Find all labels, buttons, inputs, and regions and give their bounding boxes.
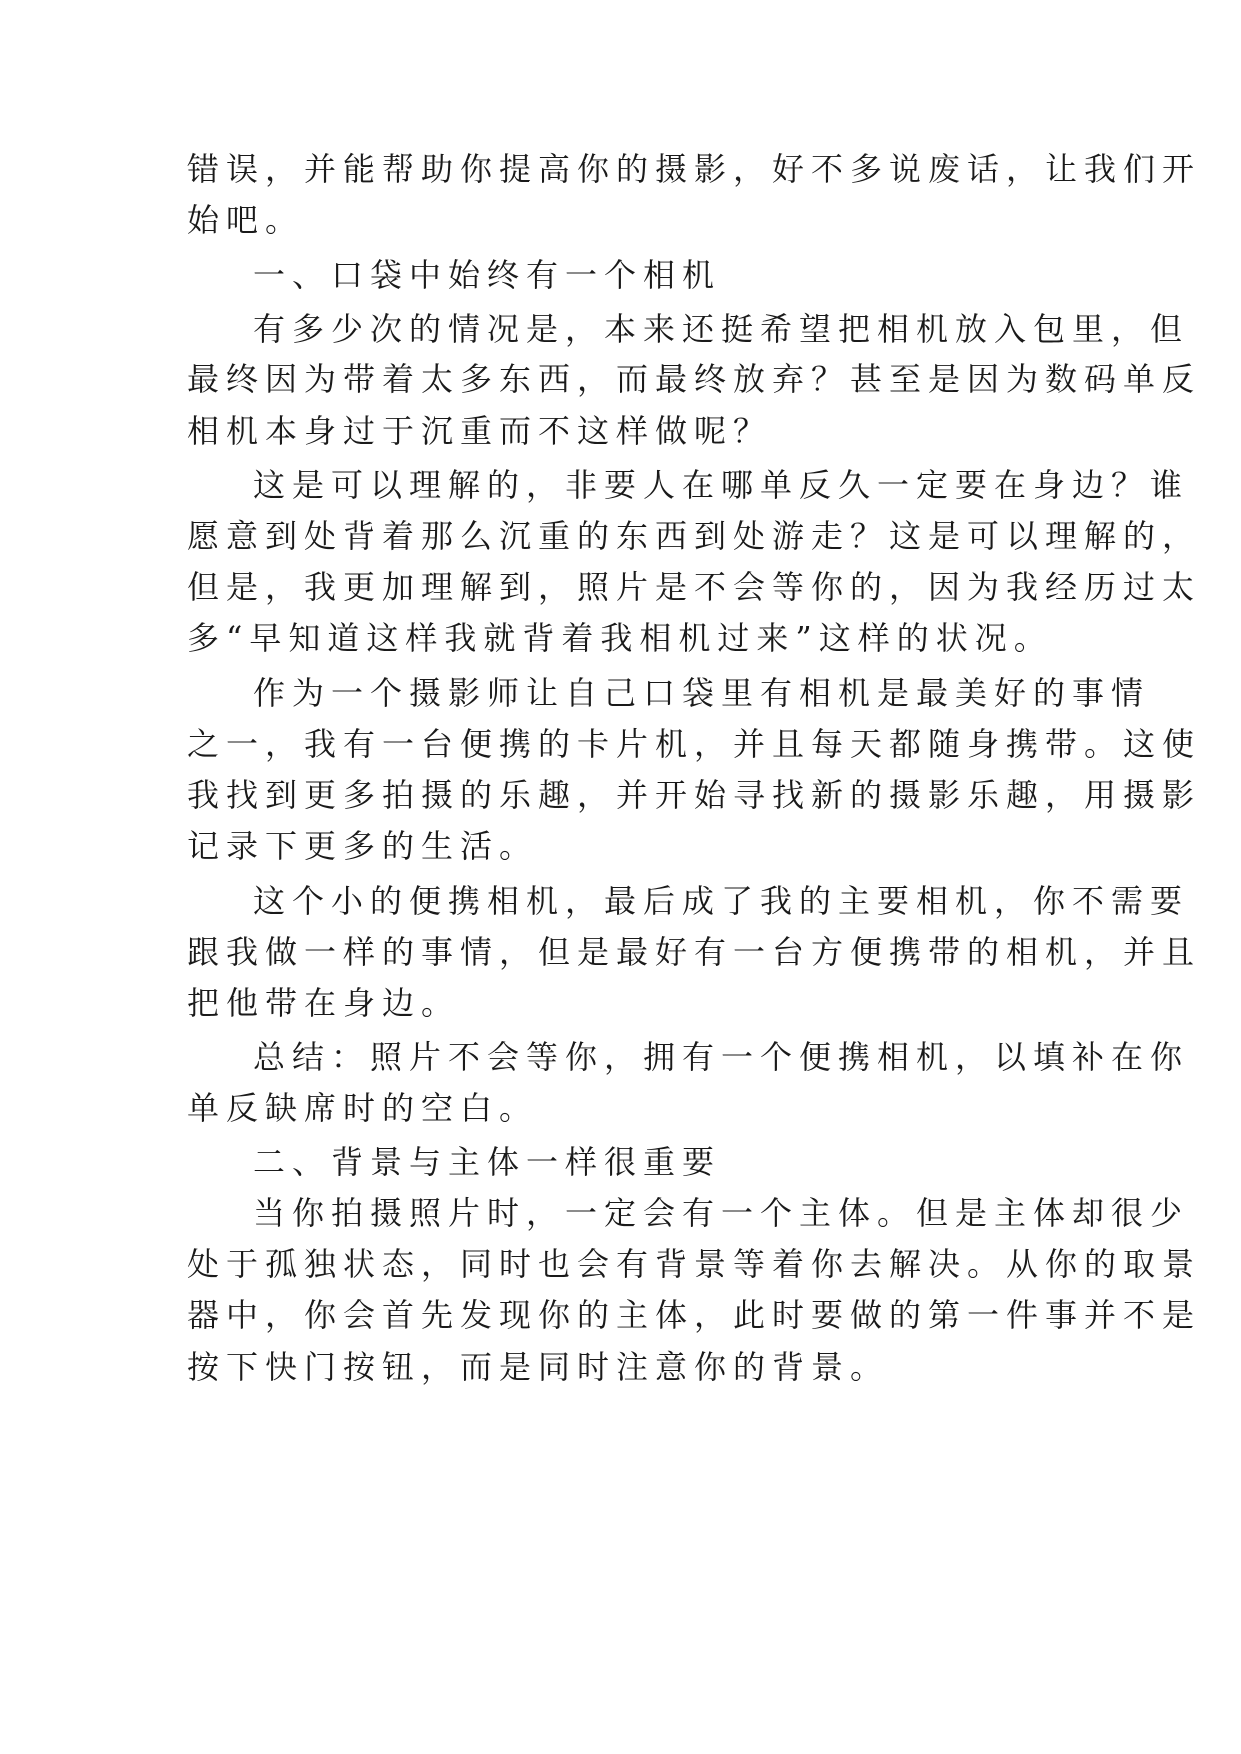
body-text-line: 但是，我更加理解到，照片是不会等你的，因为我经历过太 — [187, 568, 1202, 606]
paragraph-first-line: 当你拍摄照片时，一定会有一个主体。但是主体却很少 — [253, 1194, 1190, 1232]
body-text-line: 之一，我有一台便携的卡片机，并且每天都随身携带。这使 — [187, 725, 1202, 763]
body-text-line: 把他带在身边。 — [187, 984, 461, 1022]
body-text-line: 最终因为带着太多东西，而最终放弃？甚至是因为数码单反 — [187, 360, 1202, 398]
body-text-line: 多“早知道这样我就背着我相机过来”这样的状况。 — [187, 619, 1053, 657]
body-text-line: 单反缺席时的空白。 — [187, 1089, 539, 1127]
body-text-line: 始吧。 — [187, 201, 305, 239]
body-text-line: 器中，你会首先发现你的主体，此时要做的第一件事并不是 — [187, 1296, 1202, 1334]
paragraph-first-line: 这是可以理解的，非要人在哪单反久一定要在身边？谁 — [253, 466, 1190, 504]
body-text-line: 跟我做一样的事情，但是最好有一台方便携带的相机，并且 — [187, 933, 1202, 971]
section-heading: 二、背景与主体一样很重要 — [253, 1143, 722, 1181]
body-text-line: 按下快门按钮，而是同时注意你的背景。 — [187, 1348, 890, 1386]
paragraph-first-line: 这个小的便携相机，最后成了我的主要相机，你不需要 — [253, 882, 1190, 920]
summary-first-line: 总结：照片不会等你，拥有一个便携相机，以填补在你 — [253, 1038, 1190, 1076]
body-text-line: 相机本身过于沉重而不这样做呢？ — [187, 412, 773, 450]
section-heading: 一、口袋中始终有一个相机 — [253, 256, 722, 294]
body-text-line: 处于孤独状态，同时也会有背景等着你去解决。从你的取景 — [187, 1245, 1202, 1283]
body-text-line: 我找到更多拍摄的乐趣，并开始寻找新的摄影乐趣，用摄影 — [187, 776, 1202, 814]
paragraph-first-line: 有多少次的情况是，本来还挺希望把相机放入包里，但 — [253, 310, 1190, 348]
paragraph-first-line: 作为一个摄影师让自己口袋里有相机是最美好的事情 — [253, 674, 1151, 712]
body-text-line: 愿意到处背着那么沉重的东西到处游走？这是可以理解的， — [187, 517, 1202, 555]
body-text-line: 错误，并能帮助你提高你的摄影，好不多说废话，让我们开 — [187, 150, 1202, 188]
body-text-line: 记录下更多的生活。 — [187, 827, 539, 865]
